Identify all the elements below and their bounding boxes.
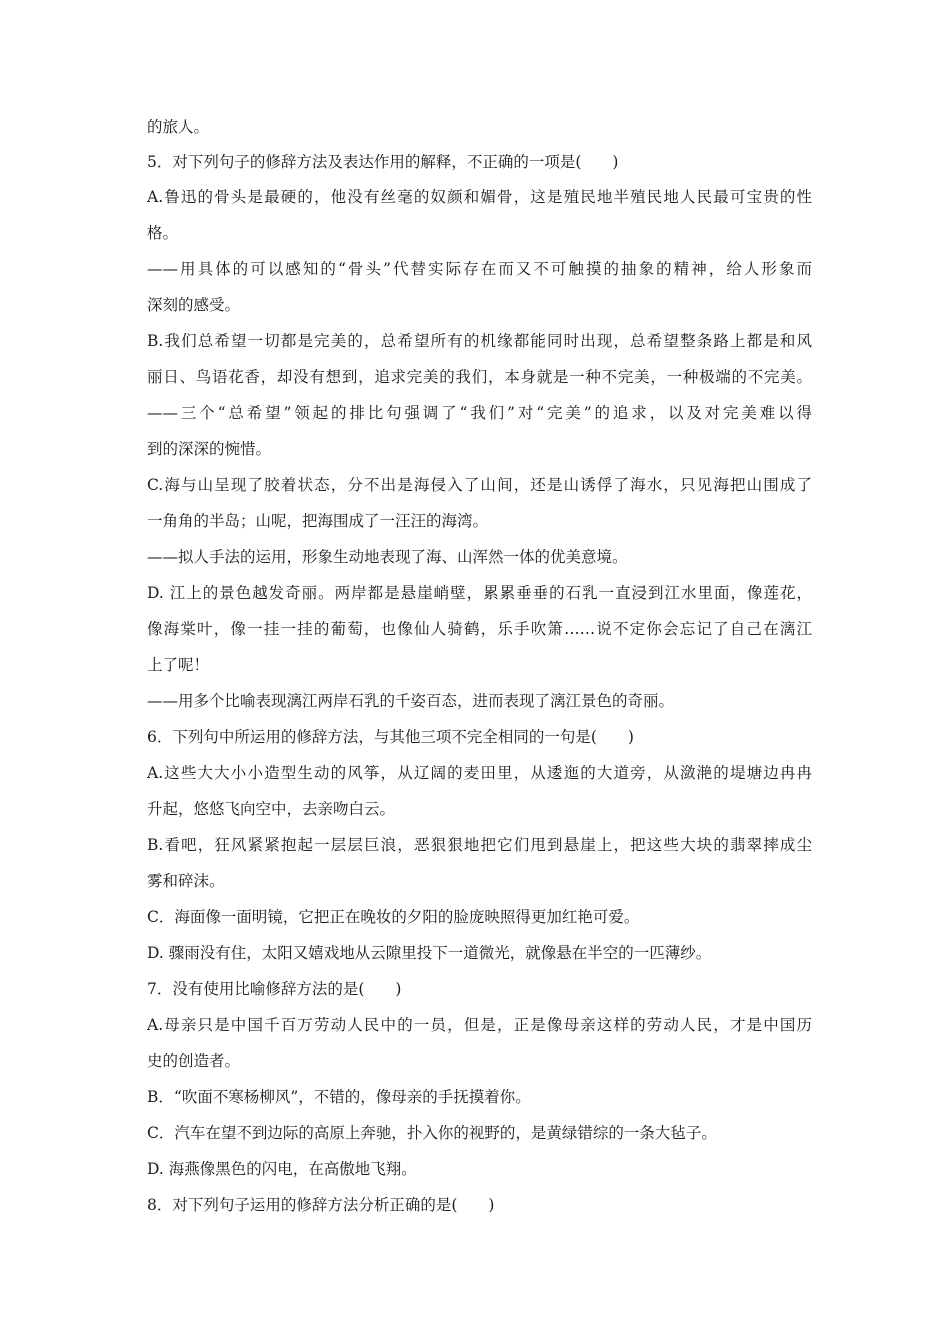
text-line: B.我们总希望一切都是完美的，总希望所有的机缘都能同时出现，总希望整条路上都是和风 [147, 332, 812, 350]
text-line: 格。 [147, 224, 179, 242]
text-line: 8．对下列句子运用的修辞方法分析正确的是( ) [147, 1196, 495, 1214]
text-line: 5．对下列句子的修辞方法及表达作用的解释，不正确的一项是( ) [147, 153, 619, 171]
text-line: A.这些大大小小造型生动的风筝，从辽阔的麦田里，从逶迤的大道旁，从潋滟的堤塘边冉冉 [147, 764, 812, 782]
text-line: C．海面像一面明镜，它把正在晚妆的夕阳的脸庞映照得更加红艳可爱。 [147, 908, 640, 926]
text-line: D. 海燕像黑色的闪电，在高傲地飞翔。 [147, 1160, 417, 1178]
text-line: 升起，悠悠飞向空中，去亲吻白云。 [147, 800, 396, 818]
text-line: ——用具体的可以感知的“骨头”代替实际存在而又不可触摸的抽象的精神，给人形象而 [147, 260, 812, 278]
text-line: 到的深深的惋惜。 [147, 440, 272, 458]
text-line: 史的创造者。 [147, 1052, 241, 1070]
text-line: 7．没有使用比喻修辞方法的是( ) [147, 980, 402, 998]
text-line: 上了呢！ [147, 656, 210, 674]
text-line: D. 骤雨没有住，太阳又嬉戏地从云隙里投下一道微光，就像悬在半空的一匹薄纱。 [147, 944, 712, 962]
text-line: 的旅人。 [147, 118, 210, 136]
text-line: ——三个“总希望”领起的排比句强调了“我们”对“完美”的追求，以及对完美难以得 [147, 404, 812, 422]
text-line: B.看吧，狂风紧紧抱起一层层巨浪，恶狠狠地把它们甩到悬崖上，把这些大块的翡翠摔成尘 [147, 836, 812, 854]
text-line: A.鲁迅的骨头是最硬的，他没有丝毫的奴颜和媚骨，这是殖民地半殖民地人民最可宝贵的性 [147, 188, 812, 206]
text-line: 雾和碎沫。 [147, 872, 225, 890]
text-line: 像海棠叶，像一挂一挂的葡萄，也像仙人骑鹤，乐手吹箫……说不定你会忘记了自己在漓江 [147, 620, 812, 638]
text-line: 深刻的感受。 [147, 296, 241, 314]
text-line: 丽日、鸟语花香，却没有想到，追求完美的我们，本身就是一种不完美，一种极端的不完美。 [147, 368, 812, 386]
text-line: A.母亲只是中国千百万劳动人民中的一员，但是，正是像母亲这样的劳动人民，才是中国历 [147, 1016, 812, 1034]
text-line: D. 江上的景色越发奇丽。两岸都是悬崖峭壁，累累垂垂的石乳一直浸到江水里面，像莲花， [147, 584, 812, 602]
text-line: C．汽车在望不到边际的高原上奔驰，扑入你的视野的，是黄绿错综的一条大毡子。 [147, 1124, 717, 1142]
text-line: 一角角的半岛；山呢，把海围成了一汪汪的海湾。 [147, 512, 489, 530]
text-line: 6．下列句中所运用的修辞方法，与其他三项不完全相同的一句是( ) [147, 728, 634, 746]
text-line: C.海与山呈现了胶着状态，分不出是海侵入了山间，还是山诱俘了海水，只见海把山围成了 [147, 476, 812, 494]
text-line: ——用多个比喻表现漓江两岸石乳的千姿百态，进而表现了漓江景色的奇丽。 [147, 692, 675, 710]
text-line: ——拟人手法的运用，形象生动地表现了海、山浑然一体的优美意境。 [147, 548, 628, 566]
text-line: B．“吹面不寒杨柳风”，不错的，像母亲的手抚摸着你。 [147, 1088, 531, 1106]
